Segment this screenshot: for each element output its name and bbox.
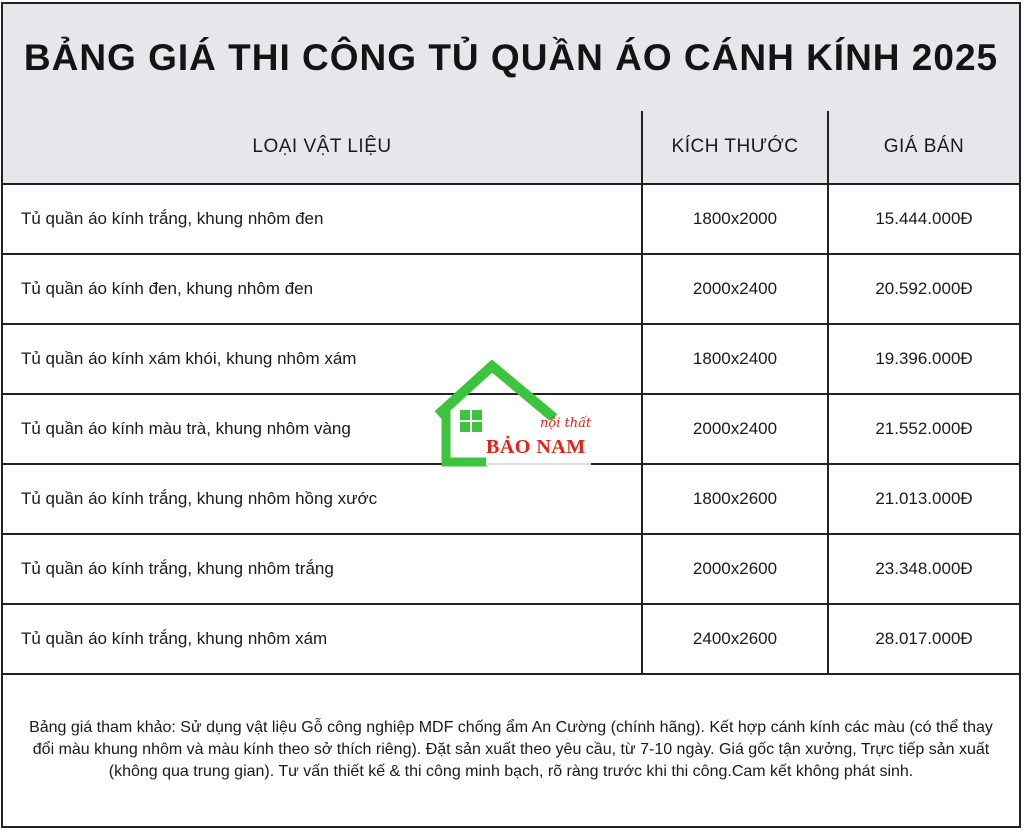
material-cell: Tủ quần áo kính trắng, khung nhôm đen <box>3 184 642 254</box>
price-cell: 21.552.000Đ <box>828 394 1019 464</box>
size-cell: 1800x2000 <box>642 184 828 254</box>
size-cell: 1800x2400 <box>642 324 828 394</box>
size-cell: 2000x2400 <box>642 394 828 464</box>
size-cell: 2000x2400 <box>642 254 828 324</box>
table-row <box>3 534 1019 604</box>
size-cell: 1800x2600 <box>642 464 828 534</box>
size-cell: 2000x2600 <box>642 534 828 604</box>
material-cell: Tủ quần áo kính xám khói, khung nhôm xám <box>3 324 642 394</box>
header-size: KÍCH THƯỚC <box>642 111 828 184</box>
table-header-row <box>3 111 1019 184</box>
price-cell: 21.013.000Đ <box>828 464 1019 534</box>
title-bar <box>3 4 1019 113</box>
table-row <box>3 184 1019 254</box>
material-cell: Tủ quần áo kính trắng, khung nhôm trắng <box>3 534 642 604</box>
table-row <box>3 254 1019 324</box>
price-cell: 20.592.000Đ <box>828 254 1019 324</box>
header-price: GIÁ BÁN <box>828 111 1019 184</box>
table-row <box>3 604 1019 674</box>
price-cell: 28.017.000Đ <box>828 604 1019 674</box>
material-cell: Tủ quần áo kính trắng, khung nhôm hồng xước <box>3 464 642 534</box>
price-cell: 15.444.000Đ <box>828 184 1019 254</box>
price-cell: 19.396.000Đ <box>828 324 1019 394</box>
price-note <box>3 674 1019 826</box>
material-cell: Tủ quần áo kính trắng, khung nhôm xám <box>3 604 642 674</box>
logo-brand: BẢO NAM <box>486 436 586 458</box>
price-cell: 23.348.000Đ <box>828 534 1019 604</box>
logo-tagline: nội thất <box>540 416 592 431</box>
material-cell: Tủ quần áo kính đen, khung nhôm đen <box>3 254 642 324</box>
table-row <box>3 464 1019 534</box>
header-material: LOẠI VẬT LIỆU <box>3 111 642 184</box>
material-cell: Tủ quần áo kính màu trà, khung nhôm vàng <box>3 394 642 464</box>
price-note-text: Bảng giá tham khảo: Sử dụng vật liệu Gỗ công nghiệp MDF chống ẩm An Cường (chính hãng). Kết hợp cánh kính các màu (có thể thay đổi màu khung nhôm và màu kính theo sở thích riêng). Đặt sản xuất theo yêu cầu, từ 7-10 ngày. Giá gốc tận xưởng, Trực tiếp sản xuất (không qua trung gian). Tư vấn thiết kế & thi công minh bạch, rõ ràng trước khi thi công.Cam kết không phát sinh. <box>29 719 993 780</box>
page-title: BẢNG GIÁ THI CÔNG TỦ QUẦN ÁO CÁNH KÍNH 2025 <box>23 36 999 78</box>
size-cell: 2400x2600 <box>642 604 828 674</box>
